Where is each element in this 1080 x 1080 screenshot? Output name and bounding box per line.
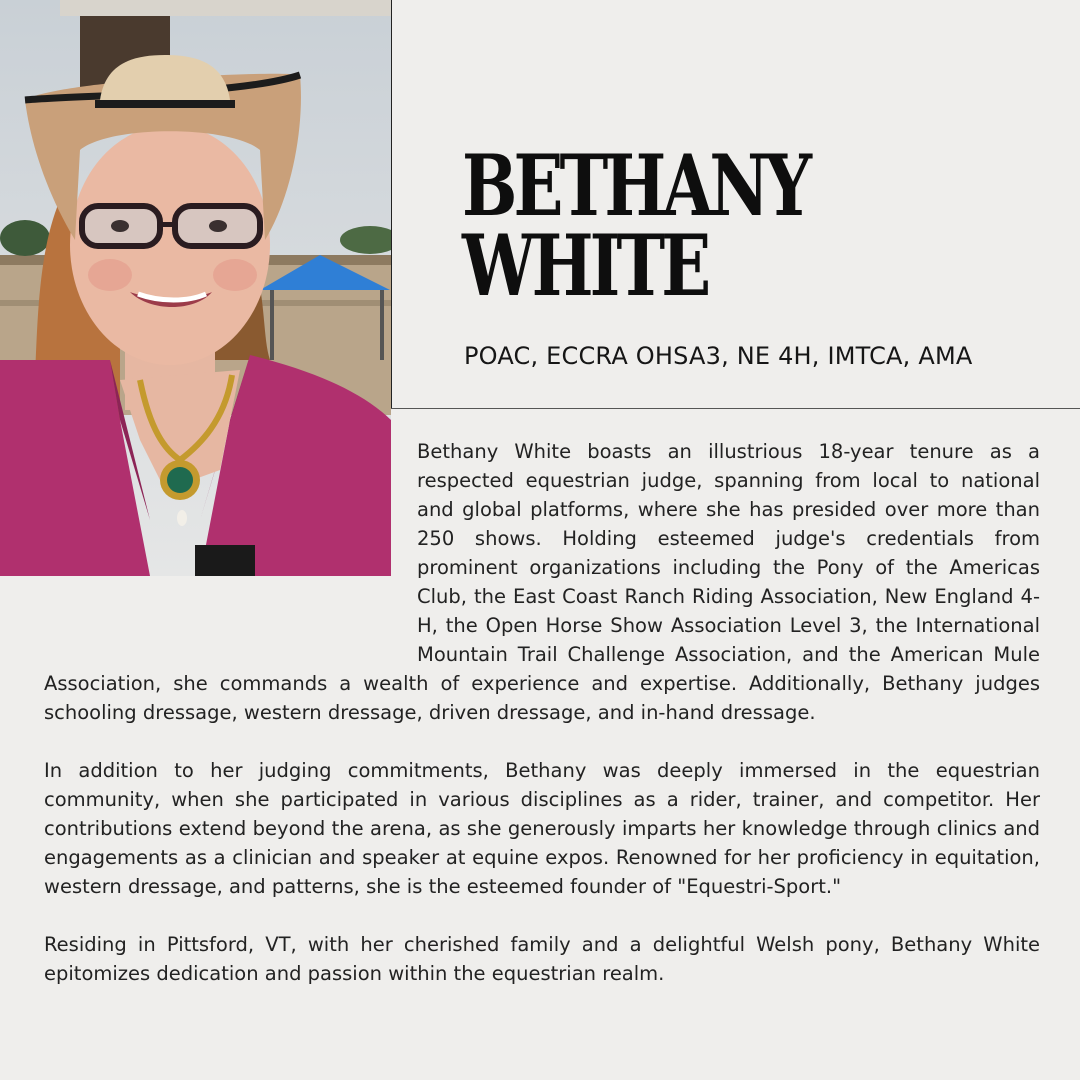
credentials-line: POAC, ECCRA OHSA3, NE 4H, IMTCA, AMA [464, 342, 973, 370]
page-title [462, 136, 809, 315]
bio-paragraph-2: In addition to her judging commitments, Bethany was deeply immersed in the equestrian community, when she participated in various disciplines as a rider, trainer, and competitor. Her contributions extend beyond the arena, as she generously imparts her knowledge through clinics and engagements as a clinician and speaker at equine expos. Renowned for her proficiency in equitation, western dressage, and patterns, she is the esteemed founder of "Equestri-Sport." [44, 759, 1040, 898]
bio-paragraph-1: Bethany White boasts an illustrious 18-year tenure as a respected equestrian judge, spanning from local to national and global platforms, where she has presided over more than 250 shows. Holding esteemed judge's credentials from prominent organizations including the Pony of the Americas Club, the East Coast Ranch Riding Association, New England 4-H, the Open Horse Show Association Level 3, the International Mountain Trail Challenge Association, and the American Mule Association, she commands a wealth of experience and expertise. Additionally, Bethany judges schooling dressage, western dressage, driven dressage, and in-hand dressage. [44, 440, 1040, 724]
bio-text [44, 437, 1040, 1017]
name-line-first: BETHANY [462, 136, 809, 235]
photo-wrap-spacer [44, 437, 417, 642]
horizontal-divider [391, 408, 1080, 409]
bio-paragraph-3: Residing in Pittsford, VT, with her cherished family and a delightful Welsh pony, Bethany White epitomizes dedication and passion within the equestrian realm. [44, 933, 1040, 985]
vertical-divider [391, 0, 392, 408]
name-line-last: WHITE [462, 216, 708, 315]
